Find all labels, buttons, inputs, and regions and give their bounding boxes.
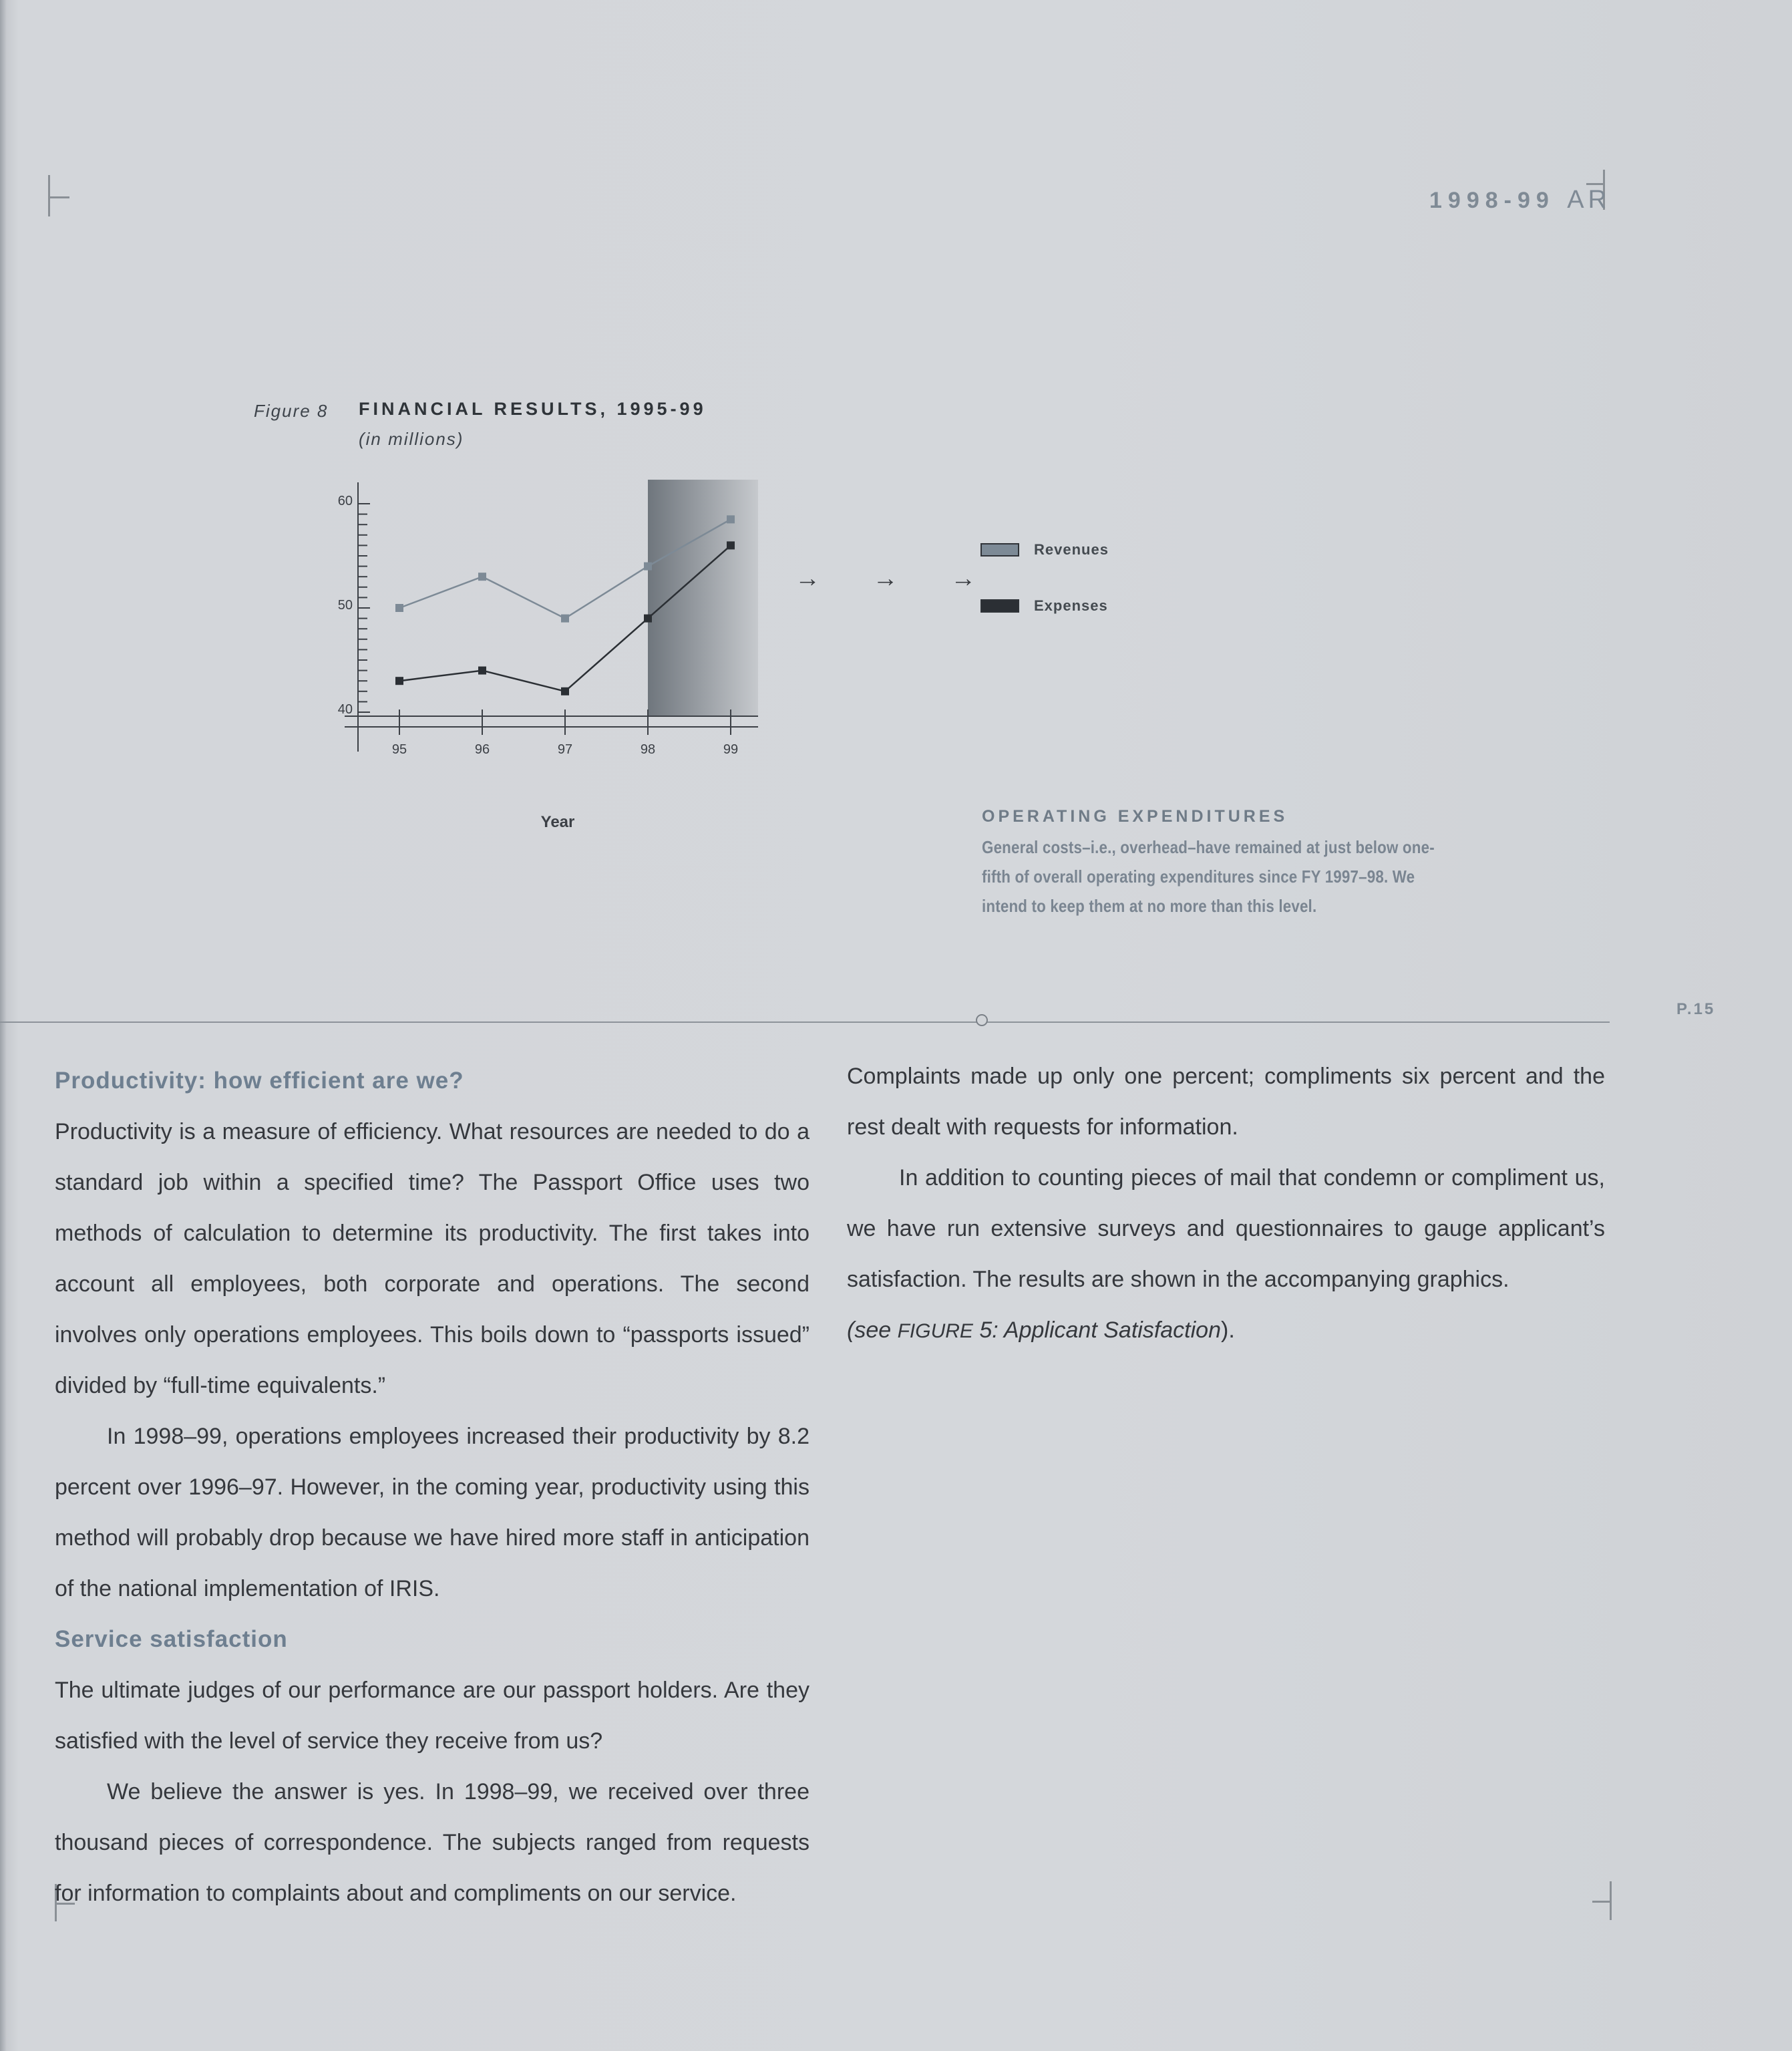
- x-tick-label: 99: [723, 742, 739, 757]
- y-tick-label: 60: [337, 494, 353, 508]
- x-tick-label: 97: [557, 742, 573, 757]
- left-column: [55, 1056, 810, 1919]
- crop-mark-top-right-h: [1586, 183, 1604, 185]
- sidebar-text: General costs–i.e., overhead–have remained at just below one-fifth of overall operating expenditures since FY 1997–98. We intend to keep them at no more than this level.: [982, 837, 1435, 916]
- legend-item-revenues: [980, 541, 1109, 559]
- figure-subtitle: (in millions): [359, 429, 464, 449]
- data-point-revenues: [644, 563, 652, 571]
- heading-productivity: Productivity: how efficient are we?: [55, 1068, 464, 1094]
- y-tick-label: 40: [337, 702, 353, 717]
- heading-service-satisfaction: Service satisfaction: [55, 1626, 288, 1652]
- data-point-expenses: [727, 541, 735, 549]
- data-point-revenues: [478, 573, 486, 581]
- legend-item-expenses: [980, 597, 1109, 615]
- x-tick-label: 95: [391, 742, 407, 757]
- data-point-revenues: [395, 604, 403, 612]
- data-point-revenues: [727, 515, 735, 523]
- section-divider: [0, 1021, 1610, 1023]
- data-point-revenues: [561, 615, 569, 623]
- expenses-swatch: [980, 599, 1019, 613]
- legend-label-expenses: Expenses: [1034, 597, 1108, 614]
- report-year: 1998-99: [1429, 188, 1555, 213]
- ref-close: ).: [1221, 1317, 1235, 1343]
- figure-title: FINANCIAL RESULTS, 1995-99: [359, 399, 707, 419]
- right-column: [847, 1051, 1605, 1357]
- figure-label: Figure 8: [254, 401, 329, 421]
- y-tick-label: 50: [337, 598, 353, 613]
- financial-results-chart: [321, 468, 788, 842]
- report-ar: AR: [1567, 186, 1611, 214]
- paragraph-productivity-1: Productivity is a measure of efficiency. What resources are needed to do a standard job within a specified time? The Passport Office uses two methods of calculation to determine its productivity. The first takes into account all employees, both corporate and operations. The second involves only operations employees. This boils down to “passports issued” divided by “full-time equivalents.”: [55, 1119, 810, 1398]
- paragraph-satisfaction-1: The ultimate judges of our performance are our passport holders. Are they satisfied with the level of service they receive from us?: [55, 1678, 810, 1754]
- crop-mark-top-left-v: [48, 175, 50, 216]
- x-tick-label: 96: [474, 742, 490, 757]
- paragraph-satisfaction-2: We believe the answer is yes. In 1998–99, we received over three thousand pieces of correspondence. The subjects ranged from requests for information to complaints about and compliments on our service.: [55, 1779, 810, 1906]
- divider-circle: [976, 1014, 988, 1026]
- ref-figure: FIGURE: [897, 1320, 973, 1342]
- paragraph-productivity-2: In 1998–99, operations employees increased their productivity by 8.2 percent over 1996–97. However, in the coming year, productivity using this method will probably drop because we have hired more staff in anticipation of the national implementation of IRIS.: [55, 1424, 810, 1601]
- report-header: [1429, 186, 1610, 214]
- flow-arrows: → → →: [795, 565, 999, 593]
- data-point-expenses: [561, 687, 569, 695]
- figure-reference: [847, 1305, 1605, 1357]
- x-tick-label: 98: [640, 742, 656, 757]
- x-axis-title: Year: [540, 813, 575, 831]
- legend-label-revenues: Revenues: [1034, 541, 1109, 558]
- ref-title: 5: Applicant Satisfaction: [972, 1317, 1221, 1343]
- data-point-expenses: [395, 677, 403, 685]
- data-point-expenses: [644, 615, 652, 623]
- highlight-band: [648, 480, 758, 716]
- data-point-expenses: [478, 667, 486, 675]
- paragraph-surveys: In addition to counting pieces of mail that condemn or compliment us, we have run extensive surveys and questionnaires to gauge applicant’s satisfaction. The results are shown in the accompanying graphics.: [847, 1165, 1605, 1292]
- crop-mark-top-left-h: [48, 196, 69, 198]
- sidebar-title: OPERATING EXPENDITURES: [982, 807, 1288, 826]
- ref-open: (see: [847, 1317, 898, 1343]
- paragraph-complaints: Complaints made up only one percent; compliments six percent and the rest dealt with requests for information.: [847, 1064, 1605, 1140]
- revenues-swatch: [980, 543, 1019, 557]
- chart-legend: [980, 541, 1109, 615]
- page-number: P.15: [1676, 1000, 1716, 1018]
- crop-mark-bottom-right-h: [1592, 1901, 1611, 1903]
